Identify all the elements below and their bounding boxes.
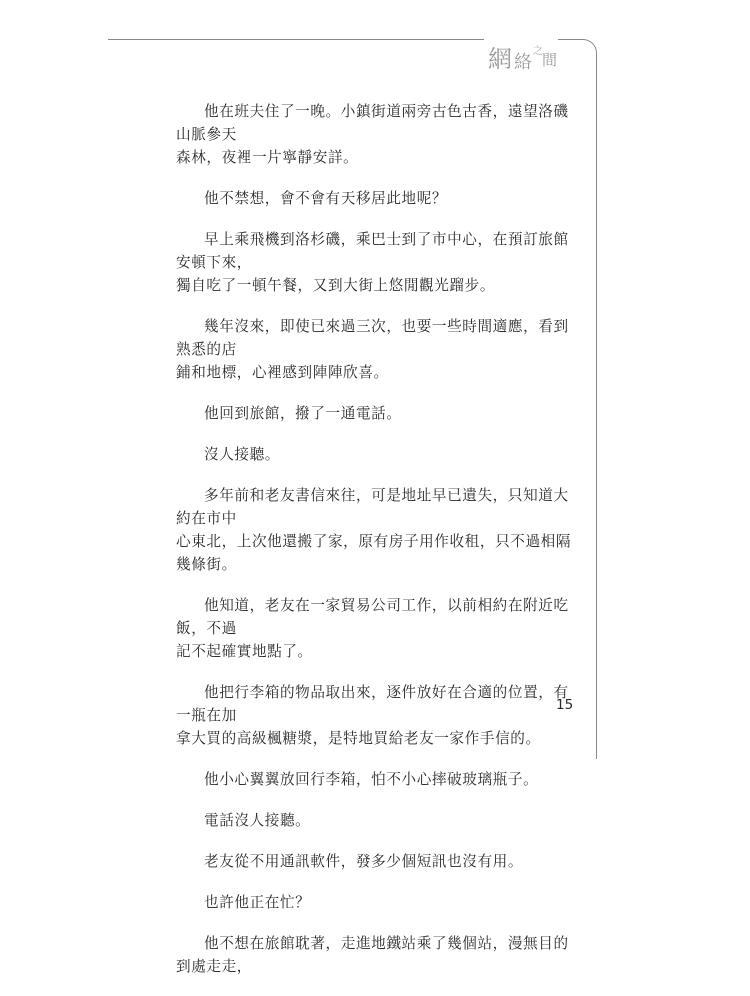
paragraph: 幾年沒來，即使已來過三次，也要一些時間適應，看到熟悉的店 鋪和地標，心裡感到陣陣欣喜。 — [176, 318, 569, 381]
body-text — [176, 100, 576, 996]
paragraph: 他小心翼翼放回行李箱，怕不小心摔破玻璃瓶子。 — [204, 771, 539, 788]
paragraph: 電話沒人接聽。 — [204, 812, 311, 829]
logo-char-1: 網 — [488, 45, 511, 73]
logo-char-3: 之 — [533, 46, 543, 57]
paragraph: 早上乘飛機到洛杉磯，乘巴士到了市中心，在預訂旅館安頓下來， 獨自吃了一頓午餐，又到大街上悠閒觀光蹓步。 — [176, 231, 569, 294]
paragraph: 他不禁想，會不會有天移居此地呢？ — [204, 190, 448, 207]
logo-char-4: 間 — [542, 51, 558, 69]
paragraph: 老友從不用通訊軟件，發多少個短訊也沒有用。 — [204, 853, 524, 870]
paragraph: 沒人接聽。 — [204, 446, 280, 463]
paragraph: 多年前和老友書信來往，可是地址早已遺失，只知道大約在市中 心東北，上次他還搬了家，原有房子用作收租，只不過相隔幾條街。 — [176, 487, 572, 573]
header-logo — [484, 38, 558, 72]
paragraph: 他在班夫住了一晚。小鎮街道兩旁古色古香，遠望洛磯山脈參天 森林，夜裡一片寧靜安詳。 — [176, 103, 569, 166]
paragraph: 他把行李箱的物品取出來，逐件放好在合適的位置，有一瓶在加 拿大買的高級楓糖漿，是特地買給老友一家作手信的。 — [176, 684, 569, 747]
paragraph: 他不想在旅館耽著，走進地鐵站乘了幾個站，漫無目的到處走走， — [176, 935, 569, 975]
paragraph: 也許他正在忙？ — [204, 894, 311, 911]
paragraph: 他回到旅館，撥了一通電話。 — [204, 405, 402, 422]
page-number: 15 — [556, 697, 574, 713]
logo-char-2: 絡 — [514, 52, 532, 73]
paragraph: 他知道，老友在一家貿易公司工作，以前相約在附近吃飯，不過 記不起確實地點了。 — [176, 597, 569, 660]
